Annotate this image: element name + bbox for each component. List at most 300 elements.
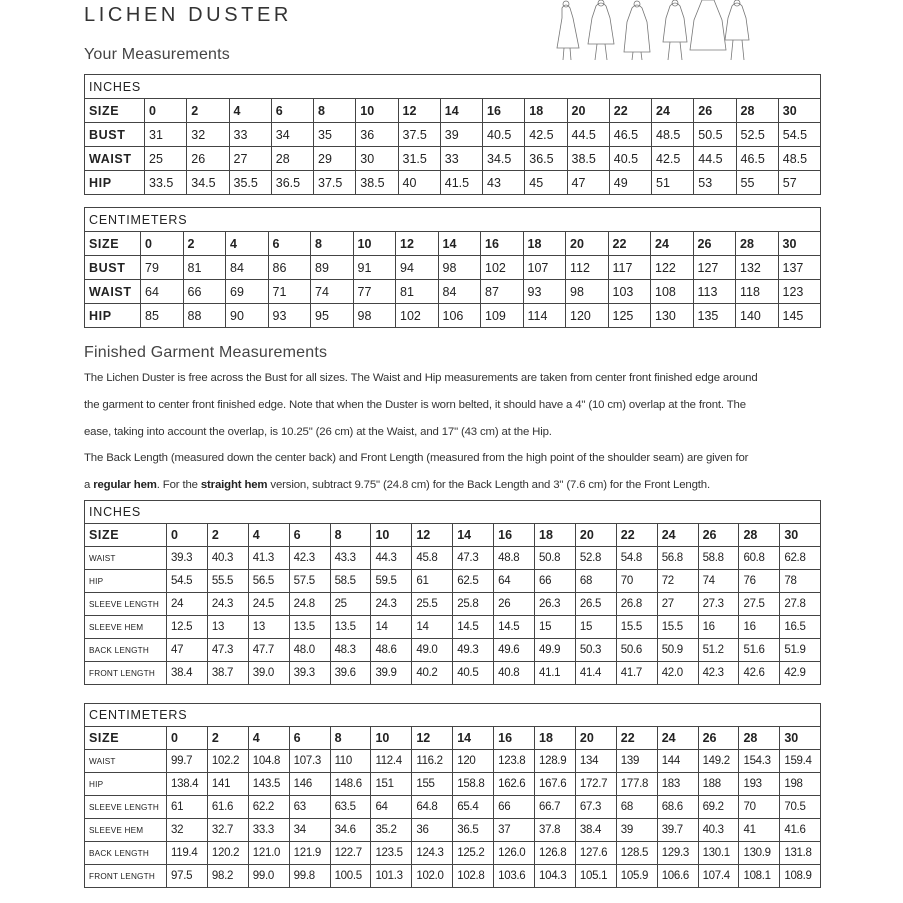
table-cell: 38.5 bbox=[567, 147, 609, 171]
paragraph-text: . For the bbox=[156, 479, 201, 491]
table-cell: 38.5 bbox=[356, 171, 398, 195]
table-cell: 57.5 bbox=[289, 570, 330, 593]
size-header: 30 bbox=[780, 727, 821, 750]
page-title: LICHEN DUSTER bbox=[84, 4, 292, 26]
table-cell: 37 bbox=[494, 819, 535, 842]
table-cell: 130.1 bbox=[698, 842, 739, 865]
table-row bbox=[85, 616, 821, 639]
table-row bbox=[85, 171, 821, 195]
table-cell: 112.4 bbox=[371, 750, 412, 773]
table-cell: 39.3 bbox=[167, 547, 208, 570]
table-caption: INCHES bbox=[85, 75, 821, 99]
table-row bbox=[85, 547, 821, 570]
table-cell: 63 bbox=[289, 796, 330, 819]
size-header: 28 bbox=[739, 524, 780, 547]
table-cell: 42.9 bbox=[780, 662, 821, 685]
table-cell: 39 bbox=[616, 819, 657, 842]
size-header: 28 bbox=[736, 232, 779, 256]
table-cell: 112 bbox=[566, 256, 609, 280]
size-header: 4 bbox=[229, 99, 271, 123]
size-header: 30 bbox=[778, 232, 821, 256]
table-cell: 26 bbox=[187, 147, 229, 171]
table-cell: 66.7 bbox=[535, 796, 576, 819]
table-cell: 34 bbox=[289, 819, 330, 842]
row-label: BUST bbox=[85, 123, 145, 147]
table-row bbox=[85, 524, 821, 547]
table-caption: CENTIMETERS bbox=[85, 208, 821, 232]
size-header: 6 bbox=[271, 99, 313, 123]
size-header: 18 bbox=[535, 524, 576, 547]
size-header: 12 bbox=[412, 727, 453, 750]
table-cell: 30 bbox=[356, 147, 398, 171]
table-cell: 51 bbox=[652, 171, 694, 195]
size-header: 10 bbox=[371, 524, 412, 547]
table-cell: 128.5 bbox=[616, 842, 657, 865]
table-cell: 14 bbox=[412, 616, 453, 639]
size-header: 26 bbox=[698, 727, 739, 750]
table-cell: 144 bbox=[657, 750, 698, 773]
table-cell: 52.5 bbox=[736, 123, 778, 147]
table-cell: 13 bbox=[248, 616, 289, 639]
size-header: 28 bbox=[736, 99, 778, 123]
table-cell: 42.3 bbox=[289, 547, 330, 570]
table-cell: 98 bbox=[438, 256, 481, 280]
table-cell: 13.5 bbox=[289, 616, 330, 639]
table-cell: 132 bbox=[736, 256, 779, 280]
table-cell: 40.5 bbox=[609, 147, 651, 171]
table-cell: 46.5 bbox=[609, 123, 651, 147]
table-cell: 126.8 bbox=[535, 842, 576, 865]
size-header: 4 bbox=[248, 524, 289, 547]
table-cell: 64.8 bbox=[412, 796, 453, 819]
table-cell: 36.5 bbox=[453, 819, 494, 842]
size-header: 8 bbox=[330, 727, 371, 750]
table-cell: 91 bbox=[353, 256, 396, 280]
table-cell: 107 bbox=[523, 256, 566, 280]
size-label: SIZE bbox=[85, 232, 141, 256]
table-cell: 35.5 bbox=[229, 171, 271, 195]
table-row bbox=[85, 99, 821, 123]
size-header: 12 bbox=[396, 232, 439, 256]
table-cell: 37.5 bbox=[398, 123, 440, 147]
table-cell: 105.1 bbox=[575, 865, 616, 888]
table-cell: 118 bbox=[736, 280, 779, 304]
table-cell: 70.5 bbox=[780, 796, 821, 819]
table-cell: 58.8 bbox=[698, 547, 739, 570]
table-cell: 130.9 bbox=[739, 842, 780, 865]
measurement-table bbox=[84, 74, 821, 195]
table-cell: 108.1 bbox=[739, 865, 780, 888]
table-cell: 125.2 bbox=[453, 842, 494, 865]
table-cell: 123.5 bbox=[371, 842, 412, 865]
table-cell: 117 bbox=[608, 256, 651, 280]
table-cell: 125 bbox=[608, 304, 651, 328]
table-cell: 129.3 bbox=[657, 842, 698, 865]
regular-hem-emphasis: regular hem bbox=[93, 479, 157, 491]
table-cell: 34 bbox=[271, 123, 313, 147]
table-cell: 34.6 bbox=[330, 819, 371, 842]
table-cell: 131.8 bbox=[780, 842, 821, 865]
table-caption: CENTIMETERS bbox=[85, 704, 821, 727]
size-header: 8 bbox=[311, 232, 354, 256]
table-cell: 172.7 bbox=[575, 773, 616, 796]
size-header: 12 bbox=[412, 524, 453, 547]
table-cell: 27.8 bbox=[780, 593, 821, 616]
paragraph-line: the garment to center front finished edge. Note that when the Duster is worn belted, it should have a 4" (10 cm) overlap at the front. The bbox=[84, 399, 746, 411]
table-row bbox=[85, 570, 821, 593]
table-cell: 70 bbox=[739, 796, 780, 819]
table-cell: 123.8 bbox=[494, 750, 535, 773]
table-cell: 79 bbox=[141, 256, 184, 280]
table-cell: 54.5 bbox=[167, 570, 208, 593]
table-cell: 94 bbox=[396, 256, 439, 280]
table-cell: 69 bbox=[226, 280, 269, 304]
table-cell: 40.5 bbox=[483, 123, 525, 147]
table-cell: 188 bbox=[698, 773, 739, 796]
table-cell: 113 bbox=[693, 280, 736, 304]
paragraph-text: version, subtract 9.75" (24.8 cm) for the Back Length and 3" (7.6 cm) for the Front Length. bbox=[267, 479, 710, 491]
table-cell: 98 bbox=[353, 304, 396, 328]
table-cell: 38.4 bbox=[575, 819, 616, 842]
row-label: WAIST bbox=[85, 280, 141, 304]
table-cell: 143.5 bbox=[248, 773, 289, 796]
table-row bbox=[85, 256, 821, 280]
table-cell: 50.3 bbox=[575, 639, 616, 662]
table-cell: 16 bbox=[739, 616, 780, 639]
table-cell: 120.2 bbox=[207, 842, 248, 865]
table-cell: 123 bbox=[778, 280, 821, 304]
paragraph-line: The Back Length (measured down the center back) and Front Length (measured from the high point of the shoulder seam) are given for bbox=[84, 452, 749, 464]
table-cell: 127.6 bbox=[575, 842, 616, 865]
table-cell: 98 bbox=[566, 280, 609, 304]
table-cell: 93 bbox=[523, 280, 566, 304]
table-cell: 39.7 bbox=[657, 819, 698, 842]
table-row bbox=[85, 704, 821, 727]
table-row bbox=[85, 304, 821, 328]
table-cell: 95 bbox=[311, 304, 354, 328]
table-cell: 138.4 bbox=[167, 773, 208, 796]
size-header: 16 bbox=[481, 232, 524, 256]
table-cell: 46.5 bbox=[736, 147, 778, 171]
table-row bbox=[85, 501, 821, 524]
size-header: 16 bbox=[494, 524, 535, 547]
size-header: 14 bbox=[453, 524, 494, 547]
table-cell: 149.2 bbox=[698, 750, 739, 773]
table-cell: 42.3 bbox=[698, 662, 739, 685]
row-label: BACK LENGTH bbox=[85, 639, 167, 662]
table-cell: 137 bbox=[778, 256, 821, 280]
table-cell: 59.5 bbox=[371, 570, 412, 593]
table-cell: 116.2 bbox=[412, 750, 453, 773]
table-cell: 25 bbox=[330, 593, 371, 616]
table-cell: 49.3 bbox=[453, 639, 494, 662]
table-cell: 99.7 bbox=[167, 750, 208, 773]
size-header: 18 bbox=[525, 99, 567, 123]
table-cell: 51.9 bbox=[780, 639, 821, 662]
size-header: 24 bbox=[657, 524, 698, 547]
table-cell: 76 bbox=[739, 570, 780, 593]
table-cell: 99.8 bbox=[289, 865, 330, 888]
table-cell: 148.6 bbox=[330, 773, 371, 796]
table-cell: 167.6 bbox=[535, 773, 576, 796]
table-row bbox=[85, 232, 821, 256]
size-header: 22 bbox=[609, 99, 651, 123]
table-cell: 53 bbox=[694, 171, 736, 195]
table-cell: 110 bbox=[330, 750, 371, 773]
size-header: 24 bbox=[657, 727, 698, 750]
table-cell: 16.5 bbox=[780, 616, 821, 639]
table-cell: 44.5 bbox=[694, 147, 736, 171]
table-cell: 26.3 bbox=[535, 593, 576, 616]
table-cell: 66 bbox=[183, 280, 226, 304]
table-cell: 62.8 bbox=[780, 547, 821, 570]
table-cell: 24.3 bbox=[207, 593, 248, 616]
table-row bbox=[85, 208, 821, 232]
size-header: 22 bbox=[616, 524, 657, 547]
table-cell: 48.5 bbox=[652, 123, 694, 147]
table-cell: 42.5 bbox=[525, 123, 567, 147]
table-row bbox=[85, 75, 821, 99]
size-header: 14 bbox=[453, 727, 494, 750]
size-header: 2 bbox=[207, 727, 248, 750]
row-label: WAIST bbox=[85, 750, 167, 773]
table-cell: 26.5 bbox=[575, 593, 616, 616]
table-cell: 121.0 bbox=[248, 842, 289, 865]
table-cell: 66 bbox=[494, 796, 535, 819]
size-header: 2 bbox=[187, 99, 229, 123]
table-cell: 72 bbox=[657, 570, 698, 593]
table-cell: 54.8 bbox=[616, 547, 657, 570]
row-label: SLEEVE HEM bbox=[85, 616, 167, 639]
table-row bbox=[85, 147, 821, 171]
table-cell: 27 bbox=[657, 593, 698, 616]
table-cell: 119.4 bbox=[167, 842, 208, 865]
table-cell: 36.5 bbox=[525, 147, 567, 171]
table-row bbox=[85, 727, 821, 750]
table-cell: 41 bbox=[739, 819, 780, 842]
straight-hem-emphasis: straight hem bbox=[200, 479, 268, 491]
table-cell: 102.0 bbox=[412, 865, 453, 888]
paragraph-line: The Lichen Duster is free across the Bust for all sizes. The Waist and Hip measurements are taken from center front finished edge around bbox=[84, 372, 758, 384]
size-header: 30 bbox=[780, 524, 821, 547]
table-cell: 102.2 bbox=[207, 750, 248, 773]
table-cell: 37.5 bbox=[314, 171, 356, 195]
size-label: SIZE bbox=[85, 99, 145, 123]
table-cell: 177.8 bbox=[616, 773, 657, 796]
size-header: 26 bbox=[693, 232, 736, 256]
table-cell: 39.9 bbox=[371, 662, 412, 685]
table-cell: 105.9 bbox=[616, 865, 657, 888]
row-label: SLEEVE LENGTH bbox=[85, 796, 167, 819]
size-header: 18 bbox=[523, 232, 566, 256]
table-cell: 78 bbox=[780, 570, 821, 593]
table-cell: 90 bbox=[226, 304, 269, 328]
table-cell: 51.2 bbox=[698, 639, 739, 662]
table-cell: 26.8 bbox=[616, 593, 657, 616]
table-cell: 104.3 bbox=[535, 865, 576, 888]
size-header: 22 bbox=[616, 727, 657, 750]
size-header: 2 bbox=[183, 232, 226, 256]
table-row bbox=[85, 750, 821, 773]
size-header: 20 bbox=[566, 232, 609, 256]
table-cell: 15 bbox=[575, 616, 616, 639]
table-cell: 55 bbox=[736, 171, 778, 195]
table-cell: 107.4 bbox=[698, 865, 739, 888]
measurement-table bbox=[84, 500, 821, 685]
table-cell: 106.6 bbox=[657, 865, 698, 888]
table-cell: 51.6 bbox=[739, 639, 780, 662]
table-cell: 50.9 bbox=[657, 639, 698, 662]
table-cell: 47.7 bbox=[248, 639, 289, 662]
table-cell: 41.5 bbox=[440, 171, 482, 195]
table-cell: 120 bbox=[453, 750, 494, 773]
row-label: WAIST bbox=[85, 147, 145, 171]
table-cell: 33.5 bbox=[145, 171, 187, 195]
table-cell: 102.8 bbox=[453, 865, 494, 888]
table-cell: 25.8 bbox=[453, 593, 494, 616]
table-row bbox=[85, 639, 821, 662]
table-cell: 103.6 bbox=[494, 865, 535, 888]
row-label: SLEEVE HEM bbox=[85, 819, 167, 842]
table-cell: 114 bbox=[523, 304, 566, 328]
row-label: HIP bbox=[85, 773, 167, 796]
measurement-table bbox=[84, 207, 821, 328]
table-cell: 102 bbox=[481, 256, 524, 280]
table-cell: 14 bbox=[371, 616, 412, 639]
table-cell: 39.3 bbox=[289, 662, 330, 685]
table-cell: 42.0 bbox=[657, 662, 698, 685]
row-label: HIP bbox=[85, 570, 167, 593]
table-cell: 122 bbox=[651, 256, 694, 280]
row-label: HIP bbox=[85, 304, 141, 328]
table-cell: 193 bbox=[739, 773, 780, 796]
table-cell: 146 bbox=[289, 773, 330, 796]
table-cell: 27 bbox=[229, 147, 271, 171]
paragraph-text: a bbox=[84, 479, 94, 491]
table-cell: 102 bbox=[396, 304, 439, 328]
table-cell: 154.3 bbox=[739, 750, 780, 773]
table-cell: 13.5 bbox=[330, 616, 371, 639]
table-cell: 29 bbox=[314, 147, 356, 171]
table-cell: 40 bbox=[398, 171, 440, 195]
table-cell: 31 bbox=[145, 123, 187, 147]
size-header: 16 bbox=[494, 727, 535, 750]
row-label: SLEEVE LENGTH bbox=[85, 593, 167, 616]
row-label: HIP bbox=[85, 171, 145, 195]
size-label: SIZE bbox=[85, 524, 167, 547]
table-cell: 198 bbox=[780, 773, 821, 796]
table-cell: 42.6 bbox=[739, 662, 780, 685]
table-cell: 70 bbox=[616, 570, 657, 593]
table-cell: 41.6 bbox=[780, 819, 821, 842]
table-cell: 24 bbox=[167, 593, 208, 616]
table-cell: 34.5 bbox=[187, 171, 229, 195]
table-cell: 48.5 bbox=[778, 147, 820, 171]
table-cell: 127 bbox=[693, 256, 736, 280]
table-cell: 24.5 bbox=[248, 593, 289, 616]
table-cell: 139 bbox=[616, 750, 657, 773]
table-cell: 44.3 bbox=[371, 547, 412, 570]
table-cell: 140 bbox=[736, 304, 779, 328]
table-cell: 81 bbox=[396, 280, 439, 304]
table-cell: 89 bbox=[311, 256, 354, 280]
table-cell: 47 bbox=[167, 639, 208, 662]
table-cell: 74 bbox=[698, 570, 739, 593]
table-cell: 135 bbox=[693, 304, 736, 328]
table-cell: 74 bbox=[311, 280, 354, 304]
table-cell: 42.5 bbox=[652, 147, 694, 171]
table-cell: 98.2 bbox=[207, 865, 248, 888]
size-header: 14 bbox=[438, 232, 481, 256]
table-row bbox=[85, 123, 821, 147]
table-cell: 15.5 bbox=[657, 616, 698, 639]
table-cell: 26 bbox=[494, 593, 535, 616]
table-cell: 104.8 bbox=[248, 750, 289, 773]
table-cell: 33.3 bbox=[248, 819, 289, 842]
size-label: SIZE bbox=[85, 727, 167, 750]
table-cell: 41.1 bbox=[535, 662, 576, 685]
table-cell: 71 bbox=[268, 280, 311, 304]
table-cell: 40.8 bbox=[494, 662, 535, 685]
table-cell: 24.8 bbox=[289, 593, 330, 616]
table-cell: 155 bbox=[412, 773, 453, 796]
table-cell: 81 bbox=[183, 256, 226, 280]
table-cell: 61 bbox=[412, 570, 453, 593]
table-cell: 12.5 bbox=[167, 616, 208, 639]
table-cell: 126.0 bbox=[494, 842, 535, 865]
table-cell: 64 bbox=[371, 796, 412, 819]
table-cell: 109 bbox=[481, 304, 524, 328]
garment-illustration bbox=[552, 0, 752, 62]
table-row bbox=[85, 796, 821, 819]
row-label: FRONT LENGTH bbox=[85, 662, 167, 685]
table-cell: 145 bbox=[778, 304, 821, 328]
table-cell: 122.7 bbox=[330, 842, 371, 865]
size-header: 8 bbox=[314, 99, 356, 123]
table-cell: 159.4 bbox=[780, 750, 821, 773]
size-header: 4 bbox=[248, 727, 289, 750]
size-header: 14 bbox=[440, 99, 482, 123]
paragraph-line bbox=[84, 479, 814, 491]
table-cell: 100.5 bbox=[330, 865, 371, 888]
size-header: 0 bbox=[145, 99, 187, 123]
table-cell: 37.8 bbox=[535, 819, 576, 842]
table-cell: 93 bbox=[268, 304, 311, 328]
size-header: 18 bbox=[535, 727, 576, 750]
table-row bbox=[85, 819, 821, 842]
table-cell: 49.9 bbox=[535, 639, 576, 662]
table-cell: 103 bbox=[608, 280, 651, 304]
row-label: WAIST bbox=[85, 547, 167, 570]
size-header: 6 bbox=[268, 232, 311, 256]
size-header: 26 bbox=[694, 99, 736, 123]
table-cell: 32 bbox=[167, 819, 208, 842]
table-cell: 68 bbox=[616, 796, 657, 819]
table-cell: 61.6 bbox=[207, 796, 248, 819]
table-cell: 39 bbox=[440, 123, 482, 147]
table-cell: 108 bbox=[651, 280, 694, 304]
table-cell: 56.5 bbox=[248, 570, 289, 593]
table-cell: 55.5 bbox=[207, 570, 248, 593]
table-cell: 40.3 bbox=[698, 819, 739, 842]
table-cell: 14.5 bbox=[494, 616, 535, 639]
table-cell: 97.5 bbox=[167, 865, 208, 888]
size-header: 20 bbox=[567, 99, 609, 123]
table-cell: 39.0 bbox=[248, 662, 289, 685]
finished-measurements-heading: Finished Garment Measurements bbox=[84, 344, 328, 361]
table-cell: 39.6 bbox=[330, 662, 371, 685]
table-cell: 41.7 bbox=[616, 662, 657, 685]
